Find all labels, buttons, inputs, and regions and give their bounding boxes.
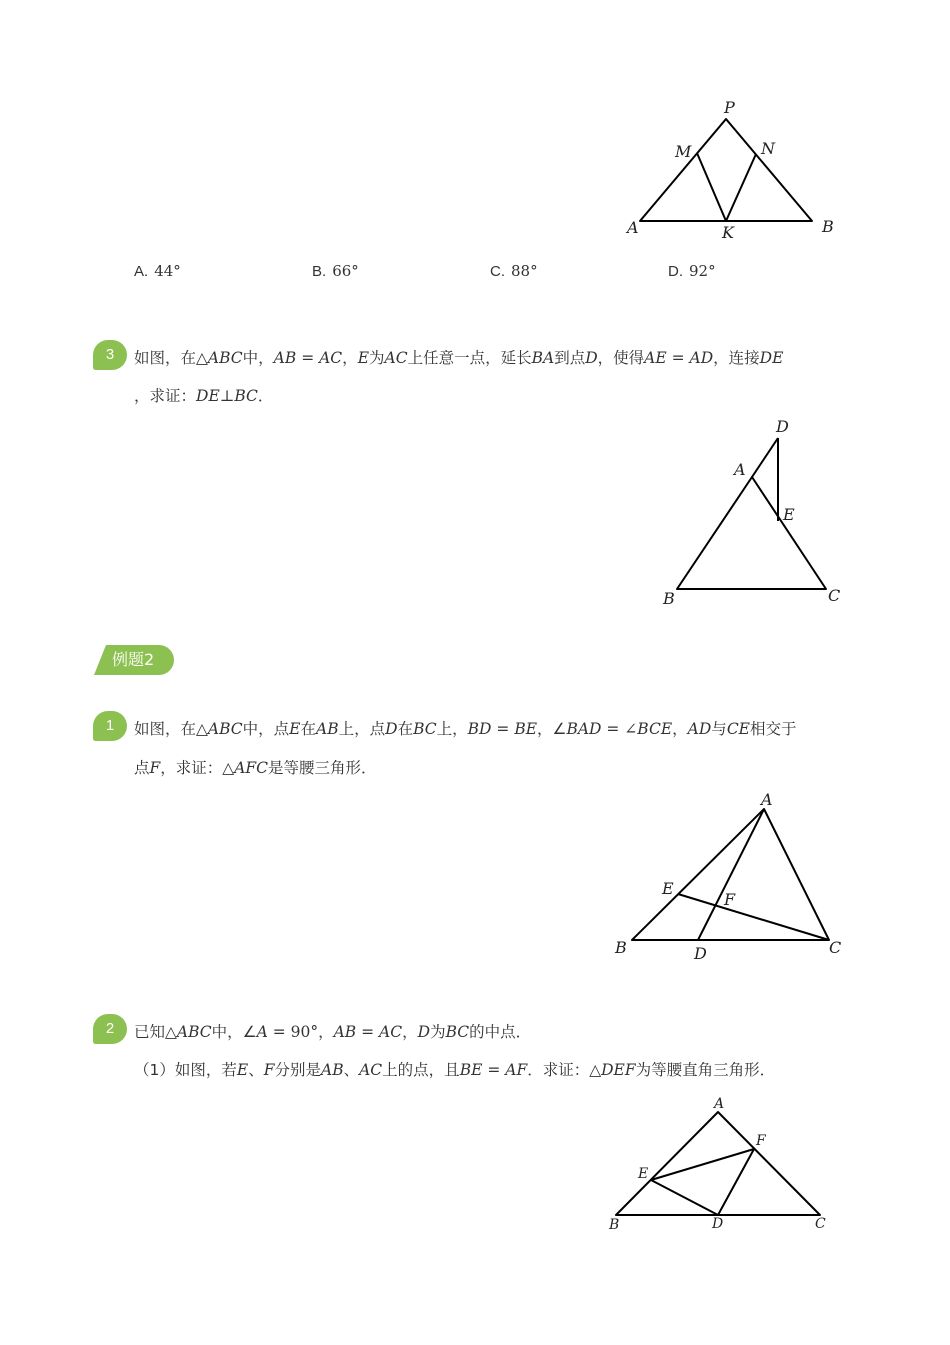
math-symbol: AD: [689, 349, 714, 367]
math-operator: =: [356, 1023, 380, 1041]
math-symbol: AFC: [234, 759, 269, 777]
label-e: E: [662, 879, 674, 898]
math-symbol: BD: [467, 720, 492, 738]
choice-b: [312, 262, 359, 280]
example-2-line-1: [134, 1021, 531, 1043]
choice-a: [134, 262, 181, 280]
math-symbol: BC: [413, 720, 437, 738]
text-run: ，求证：△: [160, 759, 235, 777]
math-symbol: AC: [384, 349, 408, 367]
text-run: 、: [343, 1061, 360, 1079]
text-run: 中，点: [242, 720, 290, 738]
text-run: ．求证：△: [527, 1061, 602, 1079]
math-symbol: AB: [333, 1023, 357, 1041]
text-run: ，连接: [713, 349, 760, 367]
label-c: C: [828, 586, 841, 605]
math-symbol: BC: [445, 1023, 470, 1041]
segment-nk: [726, 154, 756, 221]
math-symbol: ABC: [207, 720, 243, 738]
math-symbol: D: [385, 720, 398, 738]
example-1-line-2: [134, 757, 377, 779]
text-run: 已知△: [134, 1023, 177, 1041]
triangle-abc: [616, 1112, 820, 1215]
figure-triangle-abc-ef: [605, 785, 855, 965]
text-run: 的中点．: [469, 1023, 532, 1041]
label-f: F: [724, 890, 736, 909]
label-d: D: [712, 1216, 724, 1232]
example-2-line-2: [134, 1059, 775, 1081]
math-symbol: DE: [196, 387, 220, 405]
math-symbol: E: [357, 349, 370, 367]
label-p: P: [724, 98, 735, 117]
label-e: E: [638, 1166, 649, 1182]
choice-d: [668, 262, 716, 280]
math-operator: =: [482, 1061, 506, 1079]
text-run: 为等腰直角三角形．: [635, 1061, 776, 1079]
math-symbol: D: [585, 349, 598, 367]
label-b: B: [615, 938, 627, 957]
triangle-abc: [677, 477, 826, 589]
math-operator: =: [491, 720, 515, 738]
text-run: ，: [402, 1023, 418, 1041]
text-run: 到点: [554, 349, 586, 367]
choice-b-value: 66°: [332, 262, 359, 280]
triangle-pab: [640, 119, 812, 221]
math-symbol: AC: [319, 349, 343, 367]
text-run: 如图，在△: [134, 349, 208, 367]
question-3-line-1: [134, 347, 783, 369]
text-run: 上任意一点，延长: [407, 349, 532, 367]
question-number-badge-3: 3: [93, 340, 127, 370]
math-symbol: AD: [687, 720, 712, 738]
label-c: C: [815, 1216, 826, 1232]
math-symbol: BC: [234, 387, 258, 405]
label-d: D: [776, 417, 789, 436]
text-run: 是等腰三角形．: [268, 759, 377, 777]
math-symbol: DE: [759, 349, 784, 367]
label-m: M: [675, 142, 692, 161]
math-symbol: BE: [459, 1061, 483, 1079]
text-run: ，求证：: [134, 387, 197, 405]
math-symbol: AE: [644, 349, 667, 367]
section-title: 例题2: [112, 650, 155, 669]
text-run: ，∠: [537, 720, 567, 738]
text-run: 为: [430, 1023, 446, 1041]
math-symbol: F: [149, 759, 161, 777]
choice-a-value: 44°: [154, 262, 181, 280]
question-number-badge-2: 2: [93, 1014, 127, 1044]
choice-c: [490, 262, 538, 280]
math-symbol: AC: [379, 1023, 403, 1041]
text-run: ．: [257, 387, 274, 405]
segment-ad: [698, 809, 764, 940]
text-run: 中，: [242, 349, 274, 367]
math-symbol: ABC: [207, 349, 243, 367]
text-run: ，: [342, 349, 358, 367]
text-run: （1）如图，若: [134, 1061, 237, 1079]
math-symbol: AC: [359, 1061, 383, 1079]
label-b: B: [822, 217, 834, 236]
label-e: E: [783, 505, 795, 524]
example-1-line-1: [134, 718, 797, 740]
choice-d-value: 92°: [689, 262, 716, 280]
text-run: 与: [711, 720, 727, 738]
label-d: D: [694, 944, 707, 963]
text-run: 上的点，且: [382, 1061, 460, 1079]
label-a: A: [761, 790, 773, 809]
question-3-line-2: [134, 385, 273, 407]
label-a: A: [627, 218, 639, 237]
text-run: ，使得: [597, 349, 645, 367]
math-symbol: CE: [726, 720, 750, 738]
math-symbol: E: [236, 1061, 249, 1079]
label-f: F: [756, 1133, 766, 1149]
text-run: 如图，在△: [134, 720, 208, 738]
text-run: 分别是: [274, 1061, 321, 1079]
text-run: 点: [134, 759, 150, 777]
choice-c-value: 88°: [511, 262, 538, 280]
choice-b-letter: B.: [312, 263, 327, 280]
math-symbol: AB: [316, 720, 339, 738]
choice-a-letter: A.: [134, 263, 149, 280]
choice-d-letter: D.: [668, 263, 683, 280]
math-symbol: AB: [321, 1061, 344, 1079]
label-k: K: [722, 223, 734, 242]
text-run: 上，: [436, 720, 468, 738]
choice-c-letter: C.: [490, 263, 505, 280]
segment-mk: [697, 153, 726, 221]
math-operator: =: [296, 349, 320, 367]
text-run: 在: [300, 720, 317, 738]
text-run: ，: [672, 720, 688, 738]
math-symbol: BE: [514, 720, 538, 738]
label-c: C: [829, 938, 842, 957]
label-n: N: [761, 139, 775, 158]
math-operator: ⊥: [219, 387, 235, 405]
math-symbol: BA: [531, 349, 555, 367]
label-a: A: [734, 460, 746, 479]
figure-triangle-pab: [600, 90, 860, 250]
text-run: ，: [318, 1023, 334, 1041]
math-symbol: D: [417, 1023, 431, 1041]
math-symbol: A: [256, 1023, 268, 1041]
segment-ad: [752, 438, 778, 477]
math-symbol: AB: [273, 349, 297, 367]
math-symbol: E: [289, 720, 301, 738]
text-run: 相交于: [750, 720, 797, 738]
text-run: 、: [248, 1061, 264, 1079]
label-b: B: [663, 589, 675, 608]
text-run: 在: [397, 720, 414, 738]
text-run: 为: [369, 349, 385, 367]
math-symbol: BCE: [637, 720, 673, 738]
math-symbol: BAD: [566, 720, 602, 738]
label-b: B: [609, 1217, 620, 1233]
math-operator: = ∠: [601, 720, 638, 738]
math-symbol: ABC: [176, 1023, 212, 1041]
text-run: 中，∠: [211, 1023, 257, 1041]
figure-triangle-abc-de: [650, 410, 850, 610]
text-run: 上，点: [338, 720, 386, 738]
math-operator: = 90°: [267, 1023, 319, 1041]
section-tag-example-2: [94, 645, 174, 675]
math-symbol: DEF: [601, 1061, 636, 1079]
triangle-def: [651, 1149, 754, 1215]
math-symbol: F: [263, 1061, 275, 1079]
question-number-badge-1: 1: [93, 711, 127, 741]
label-a: A: [714, 1096, 725, 1112]
math-operator: =: [666, 349, 690, 367]
math-symbol: AF: [505, 1061, 528, 1079]
figure-right-isosceles-abc: [600, 1090, 840, 1235]
